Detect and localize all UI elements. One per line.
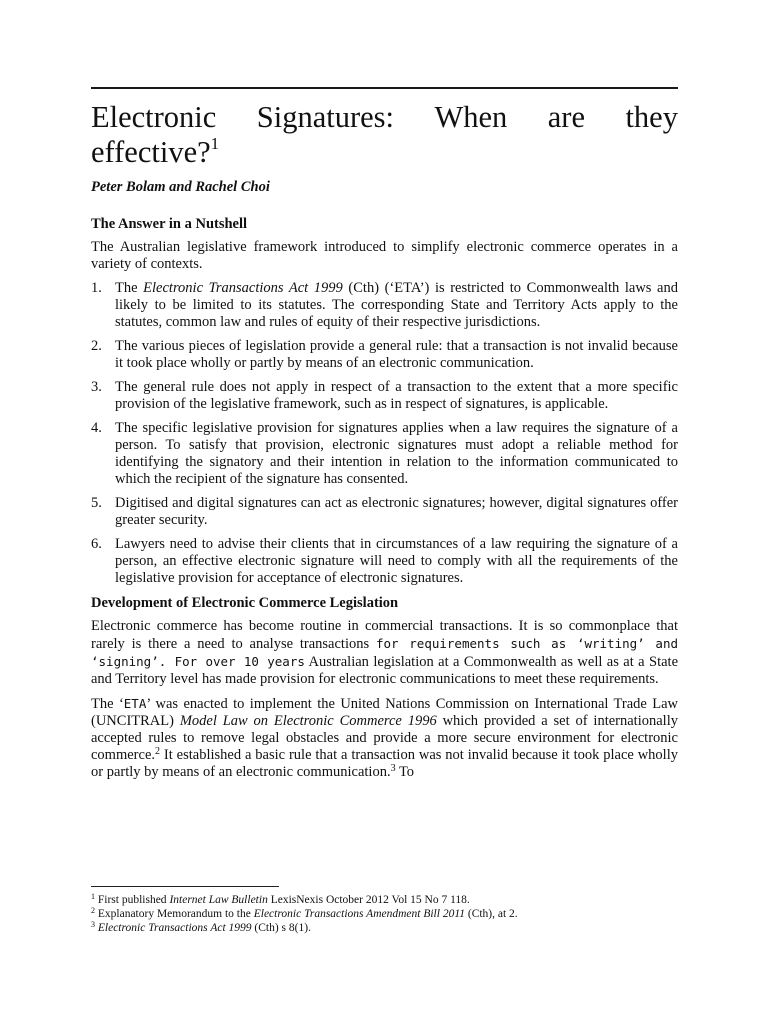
title-word: Electronic bbox=[91, 100, 217, 134]
list-text: The various pieces of legislation provide a general rule: that a transaction is not invalid because it took place wholly or partly by means of an electronic communication. bbox=[115, 338, 678, 371]
footnote-number: 2 bbox=[91, 906, 95, 915]
footnote bbox=[91, 893, 678, 907]
list-text: Digitised and digital signatures can act as electronic signatures; however, digital signatures offer greater security. bbox=[115, 495, 678, 528]
list-number: 3. bbox=[91, 379, 102, 395]
footnotes bbox=[91, 893, 678, 935]
footnote-text: LexisNexis October 2012 Vol 15 No 7 118. bbox=[267, 894, 470, 906]
list-number: 6. bbox=[91, 536, 102, 552]
footnote bbox=[91, 921, 678, 935]
footnote-ref[interactable]: 2 bbox=[155, 746, 161, 757]
footnote-italic: Internet Law Bulletin bbox=[169, 894, 268, 906]
list-item bbox=[91, 379, 678, 413]
title-word: effective? bbox=[91, 135, 211, 169]
act-title: Electronic Transactions Act 1999 bbox=[143, 280, 343, 296]
section-heading-development: Development of Electronic Commerce Legislation bbox=[91, 595, 399, 611]
list-item bbox=[91, 495, 678, 529]
section-heading-nutshell: The Answer in a Nutshell bbox=[91, 216, 248, 232]
list-text: The bbox=[115, 280, 144, 296]
paragraph-text-mono: ETA bbox=[123, 696, 147, 711]
footnote-number: 3 bbox=[91, 920, 95, 929]
authors: Peter Bolam and Rachel Choi bbox=[91, 179, 270, 195]
title-word: they bbox=[625, 100, 678, 134]
list-item bbox=[91, 420, 678, 488]
paragraph-text: The ‘ bbox=[91, 696, 124, 712]
footnote-text: (Cth), at 2. bbox=[464, 908, 518, 920]
list-text: The specific legislative provision for signatures applies when a law requires the signature of a person. To satisfy that provision, electronic signatures must adopt a reliable method for identifying the signatory and their intention in relation to the information communicated to which the recipient of the signature has consented. bbox=[115, 420, 678, 487]
paragraph-text: Electronic commerce has become routine in commercial transactions. It is so commonplace that rarely is there a need to analyse transactions bbox=[91, 618, 678, 652]
title-word: are bbox=[547, 100, 585, 134]
title-word: Signatures: bbox=[256, 100, 395, 134]
list-item bbox=[91, 280, 678, 331]
title-footnote-ref[interactable]: 1 bbox=[210, 134, 220, 153]
footnote-divider bbox=[91, 886, 279, 887]
document-title bbox=[91, 100, 678, 170]
paragraph-text: It established a basic rule that a transaction was not invalid because it took place wholly or partly by means of an electronic communication. bbox=[91, 747, 678, 780]
list-item bbox=[91, 338, 678, 372]
document-body bbox=[91, 100, 678, 788]
list-number: 2. bbox=[91, 338, 102, 354]
title-line-2 bbox=[91, 135, 678, 170]
paragraph-text: ’ was enacted to implement the United Nations Commission on International Trade Law (UNCITRAL) bbox=[91, 696, 679, 729]
list-number: 5. bbox=[91, 495, 102, 511]
footnote bbox=[91, 907, 678, 921]
footnote-ref[interactable]: 3 bbox=[390, 763, 396, 774]
list-item bbox=[91, 536, 678, 587]
paragraph-text: Australian legislation at a Commonwealth as well as at a State and Territory level has made provision for electronic communications to meet these requirements. bbox=[91, 654, 679, 687]
footnote-text: First published bbox=[95, 894, 170, 906]
footnote-italic: Electronic Transactions Amendment Bill 2011 bbox=[253, 908, 465, 920]
list-number: 4. bbox=[91, 420, 102, 436]
paragraph-text: which provided a set of internationally accepted rules to remove legal obstacles and provide a more secure environment for electronic commerce. bbox=[91, 713, 678, 763]
model-law-title: Model Law on Electronic Commerce 1996 bbox=[179, 713, 437, 729]
list-text: Lawyers need to advise their clients that in circumstances of a law requiring the signature of a person, an effective electronic signature will need to comply with all the requirements of the legislative provision for acceptance of electronic signatures. bbox=[115, 536, 678, 586]
top-rule bbox=[91, 87, 678, 89]
paragraph-text: To bbox=[395, 764, 415, 780]
title-line-1 bbox=[91, 100, 678, 135]
paragraph-text-mono: for requirements such as ‘writing’ and ‘signing’. For over 10 years bbox=[91, 636, 678, 669]
development-paragraph-1 bbox=[91, 618, 678, 688]
footnote-italic: Electronic Transactions Act 1999 bbox=[97, 922, 252, 934]
list-number: 1. bbox=[91, 280, 102, 296]
nutshell-list bbox=[91, 280, 678, 587]
list-text: (Cth) (‘ETA’) is restricted to Commonwealth laws and likely to be limited to its statutes. The corresponding State and Territory Acts apply to the statutes, common law and rules of equity of their respective jurisdictions. bbox=[115, 280, 678, 330]
footnote-text: Explanatory Memorandum to the bbox=[95, 908, 254, 920]
development-paragraph-2 bbox=[91, 695, 678, 781]
list-text: The general rule does not apply in respect of a transaction to the extent that a more specific provision of the legislative framework, such as in respect of signatures, is applicable. bbox=[115, 379, 678, 412]
title-word: When bbox=[434, 100, 508, 134]
footnote-text: (Cth) s 8(1). bbox=[251, 922, 311, 934]
footnote-number: 1 bbox=[91, 892, 95, 901]
nutshell-intro: The Australian legislative framework introduced to simplify electronic commerce operates in a variety of contexts. bbox=[91, 239, 678, 272]
